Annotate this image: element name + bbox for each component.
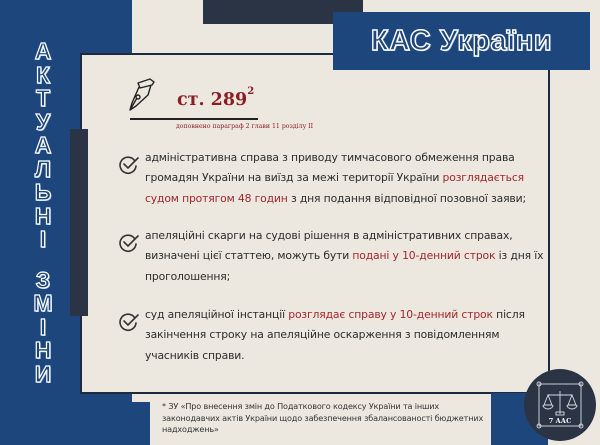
- check-circle-icon: [118, 226, 145, 287]
- check-circle-icon: [118, 148, 145, 209]
- article-number: [177, 86, 255, 110]
- scales-of-justice-icon: [524, 369, 596, 441]
- vertical-heading: [30, 40, 56, 386]
- item-text: апеляційні скарги на судові рішення в адміністративних справах, визначені цієї статтею, можуть бути подані у 10-денний строк із дня їх проголошення;: [145, 229, 544, 283]
- vertical-letter: З: [35, 266, 51, 293]
- item-highlight: подані у 10-денний строк: [352, 249, 496, 263]
- item-text: адміністративна справа з приводу тимчасового обмеження права громадян України на виїзд за межі території України розглядається судом протягом 48 годин з дня подання відповідної позовної заяви;: [145, 151, 526, 205]
- vertical-letter: І: [39, 313, 47, 340]
- card-accent-bar: [70, 129, 88, 316]
- court-logo: [524, 369, 596, 441]
- list-item: [118, 148, 548, 209]
- article-underline: [130, 118, 258, 120]
- vertical-letter: Н: [34, 337, 52, 363]
- item-highlight: розглядає справу у 10-денний строк: [288, 308, 493, 321]
- list-item: [118, 305, 548, 366]
- article-subtitle: доповнено параграф 2 глави 11 розділу ІІ: [176, 123, 314, 130]
- left-blue-panel-foot: [0, 402, 150, 445]
- vertical-letter: У: [35, 108, 51, 135]
- check-circle-icon: [118, 305, 145, 366]
- vertical-letter: А: [34, 132, 52, 158]
- list-item: [118, 226, 548, 287]
- item-text: суд апеляційної інстанції розглядає справу у 10-денний строк після закінчення строку на апеляційне оскарження з повідомленням учасників справи.: [145, 308, 525, 362]
- vertical-letter: М: [33, 290, 53, 316]
- vertical-letter: І: [39, 226, 47, 252]
- footnote: * ЗУ «Про внесення змін до Податкового кодексу України та інших законодавчих актів України щодо забезпечення збалансованості бюджетних надходжень»: [162, 401, 484, 434]
- title-banner: [333, 12, 590, 70]
- vertical-letter: Н: [34, 202, 52, 229]
- svg-text:7 ААС: 7 ААС: [548, 417, 572, 425]
- vertical-letter: Ь: [34, 179, 52, 205]
- fountain-pen-icon: [128, 76, 158, 112]
- vertical-letter: Л: [34, 155, 52, 182]
- vertical-letter: К: [35, 61, 51, 88]
- page-title: КАС України: [370, 24, 553, 57]
- vertical-letter: И: [34, 360, 52, 387]
- article-superscript: 2: [247, 86, 255, 98]
- article-label: ст. 289: [177, 90, 248, 110]
- vertical-letter: Т: [35, 85, 51, 111]
- item-highlight: розглядається судом протягом 48 годин: [145, 171, 524, 205]
- vertical-letter: А: [34, 38, 52, 64]
